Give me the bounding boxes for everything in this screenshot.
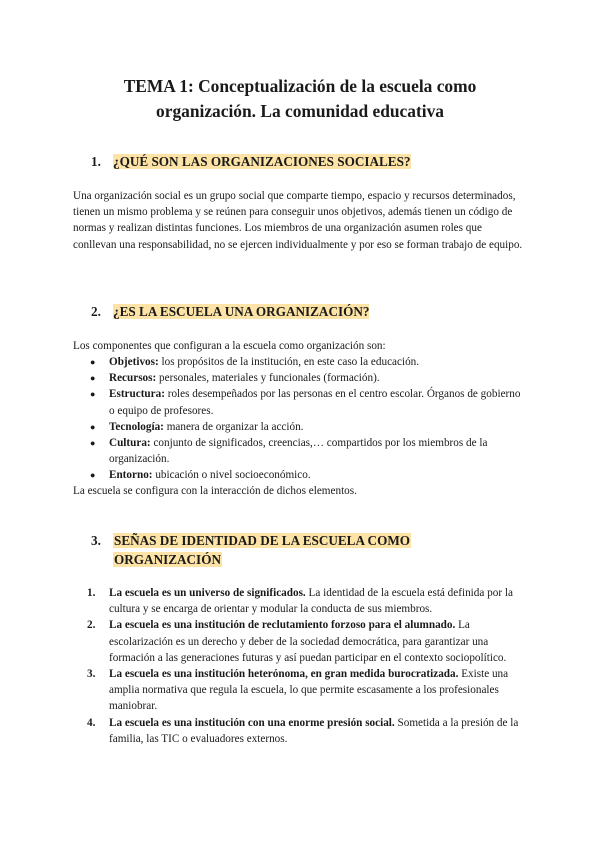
list-item (73, 354, 528, 370)
document-title (60, 74, 540, 124)
section-1-body: Una organización social es un grupo social que comparte tiempo, espacio y recursos determinados, tienen un mismo problema y se reúnen para conseguir unos objetivos, además tienen un código de normas y realizan distintas funciones. Los miembros de una organización asumen roles que conllevan una responsabilidad, no se ejercen individualmente y por eso se forman trabajo de equipo. (73, 190, 523, 251)
document-title-line-2: organización. La comunidad educativa (156, 101, 444, 121)
section-2-outro: La escuela se configura con la interacción de dichos elementos. (73, 485, 357, 497)
components-list (73, 354, 528, 484)
list-item-text: Sometida a la presión de la familia, las TIC o evaluadores externos. (109, 716, 519, 745)
section-2-intro: Los componentes que configuran a la escuela como organización son: (73, 340, 386, 352)
list-item (73, 585, 528, 617)
list-item-text: conjunto de significados, creencias,… compartidos por los miembros de la organización. (109, 437, 488, 466)
identity-list (73, 585, 528, 747)
list-item-text: La escolarización es un derecho y deber de la sociedad democrática, para garantizar una formación a las generaciones futuras y así puedan participar en el contexto sociopolítico. (109, 619, 507, 664)
list-item-bold: La escuela es una institución heterónoma, en gran medida burocratizada. (109, 668, 459, 681)
list-item-text: Existe una amplia normativa que regula la escuela, lo que permite escasamente a los profesionales maniobrar. (109, 668, 509, 713)
section-3-heading-line-2: ORGANIZACIÓN (114, 552, 221, 567)
list-item (73, 370, 528, 386)
list-item-term: Recursos: (109, 372, 157, 385)
list-item-number: 2. (87, 619, 96, 632)
list-item (73, 715, 528, 747)
list-item-text: personales, materiales y funcionales (formación). (156, 372, 380, 385)
list-item-text: ubicación o nivel socioeconómico. (152, 469, 311, 482)
list-item-number: 1. (87, 587, 96, 599)
list-item-term: Objetivos: (109, 356, 159, 368)
bullet-icon: ● (90, 470, 96, 481)
list-item-term: Tecnología: (109, 420, 164, 433)
list-item (73, 419, 528, 435)
list-item-term: Estructura: (109, 388, 165, 401)
section-1-heading-text: ¿QUÉ SON LAS ORGANIZACIONES SOCIALES? (113, 154, 411, 169)
section-3-number: 3. (91, 533, 101, 548)
list-item-term: Cultura: (109, 437, 151, 450)
section-1-heading (91, 152, 411, 171)
section-3-heading (91, 531, 531, 569)
section-2-number: 2. (91, 304, 101, 319)
list-item-text: roles desempeñados por las personas en el centro escolar. Órganos de gobierno o equipo de profesores. (109, 388, 521, 417)
list-item (73, 467, 528, 483)
list-item (73, 386, 528, 418)
list-item (73, 666, 528, 715)
document-title-line-1: TEMA 1: Conceptualización de la escuela como (123, 76, 477, 96)
section-3-heading-line-1: SEÑAS DE IDENTIDAD DE LA ESCUELA COMO (114, 533, 411, 548)
list-item (73, 435, 528, 467)
section-1-number: 1. (91, 154, 101, 169)
list-item-text: manera de organizar la acción. (163, 420, 304, 433)
list-item-number: 4. (87, 716, 96, 729)
bullet-icon: ● (90, 389, 96, 400)
bullet-icon: ● (90, 438, 96, 449)
list-item-bold: La escuela es una institución con una enorme presión social. (109, 716, 395, 729)
section-2-heading (91, 302, 369, 321)
section-2-heading-text: ¿ES LA ESCUELA UNA ORGANIZACIÓN? (113, 304, 370, 319)
list-item-text: los propósitos de la institución, en este caso la educación. (158, 356, 420, 368)
list-item-term: Entorno: (109, 469, 153, 482)
list-item-bold: La escuela es un universo de significados. (109, 587, 306, 599)
bullet-icon: ● (90, 421, 96, 432)
list-item-number: 3. (87, 668, 96, 681)
bullet-icon: ● (90, 357, 96, 367)
list-item-bold: La escuela es una institución de reclutamiento forzoso para el alumnado. (109, 619, 456, 632)
bullet-icon: ● (90, 373, 96, 384)
list-item (73, 617, 528, 666)
list-item-text: La identidad de la escuela está definida por la cultura y se encarga de orientar y modular la conducta de sus miembros. (109, 587, 513, 616)
